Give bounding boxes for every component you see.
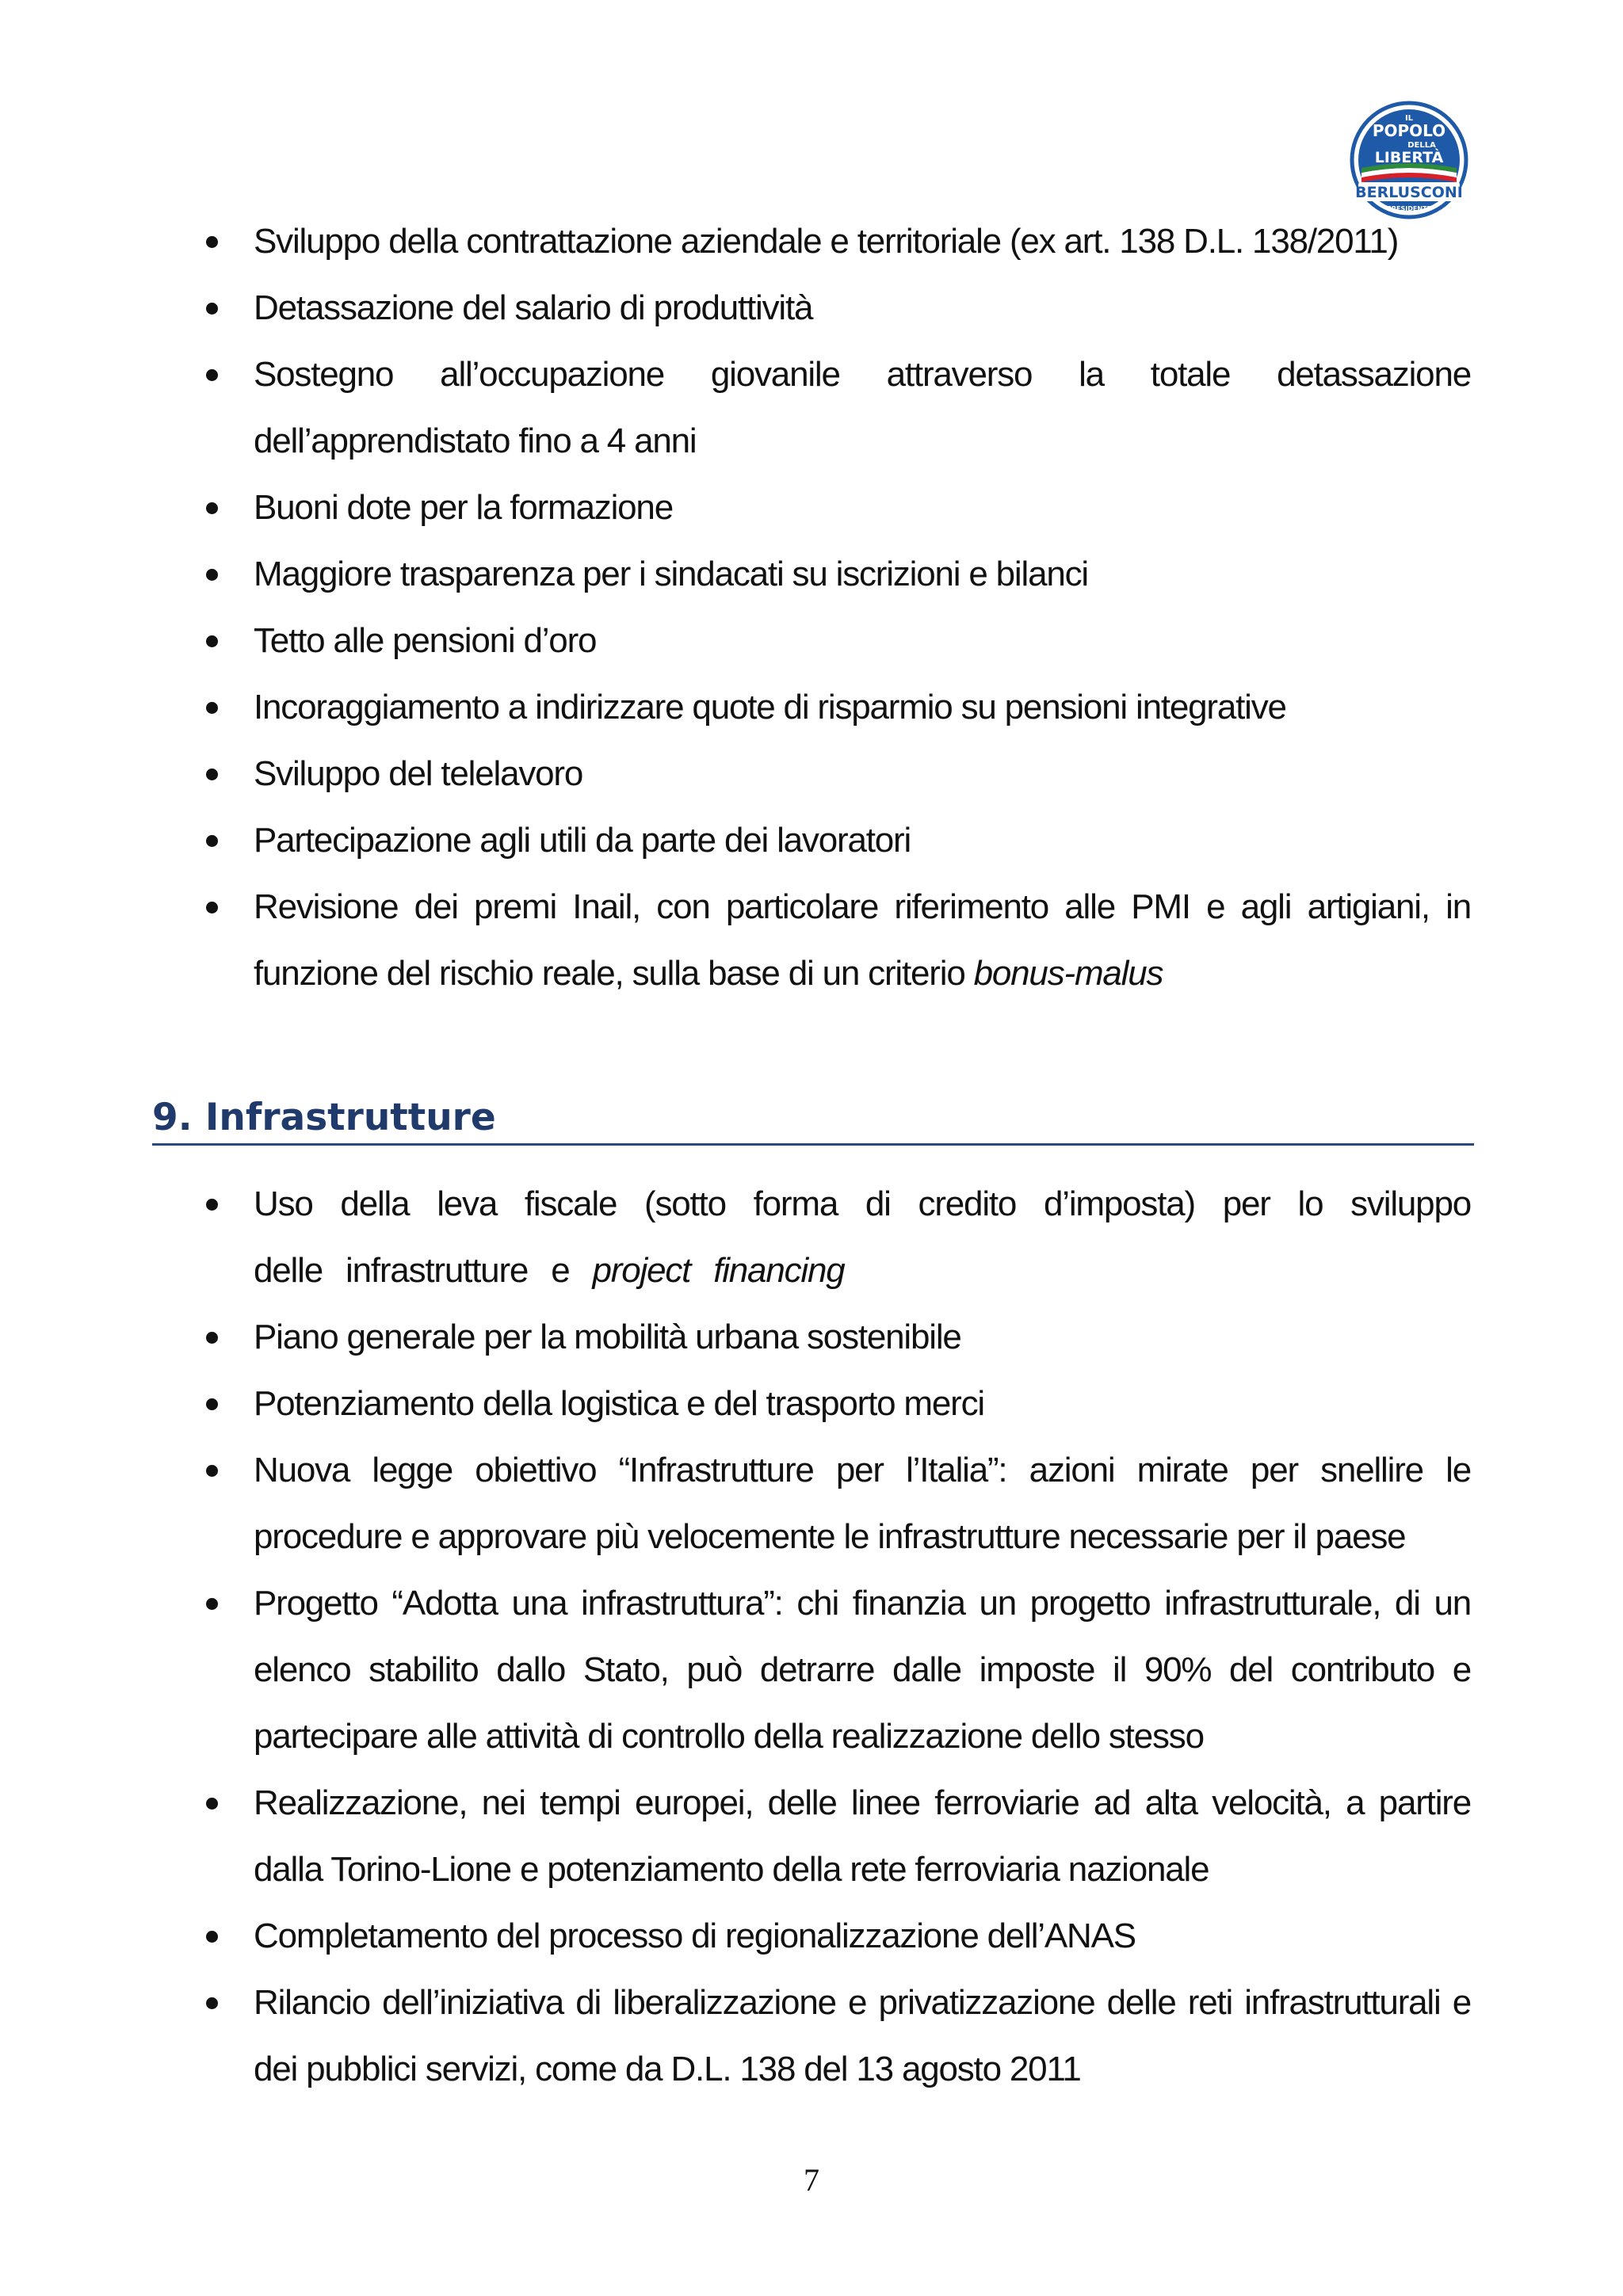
list-item: Potenziamento della logistica e del trasporto merci	[204, 1371, 1471, 1437]
list-item: Tetto alle pensioni d’oro	[204, 608, 1471, 674]
list-item: Piano generale per la mobilità urbana sostenibile	[204, 1304, 1471, 1371]
list-item: Partecipazione agli utili da parte dei lavoratori	[204, 807, 1471, 874]
list-item: Revisione dei premi Inail, con particolare riferimento alle PMI e agli artigiani, in funzione del rischio reale, sulla base di un criterio bonus-malus	[204, 874, 1471, 1007]
bullet-list-labour	[204, 208, 1471, 1007]
logo-line-5: BERLUSCONI	[1355, 184, 1463, 201]
list-item: Buoni dote per la formazione	[204, 475, 1471, 541]
bullet-list-infrastructure	[204, 1171, 1471, 2103]
list-item: Incoraggiamento a indirizzare quote di risparmio su pensioni integrative	[204, 674, 1471, 741]
logo-line-2: POPOLO	[1372, 121, 1446, 140]
logo-line-4: LIBERTÀ	[1374, 149, 1444, 166]
list-item: Uso della leva fiscale (sotto forma di credito d’imposta) per lo sviluppo delle infrastrutture e project financing	[204, 1171, 1471, 1304]
section-heading: 9. Infrastrutture	[152, 1096, 1474, 1146]
italic-term: bonus-malus	[973, 954, 1163, 993]
list-item: Progetto “Adotta una infrastruttura”: chi finanzia un progetto infrastrutturale, di un elenco stabilito dallo Stato, può detrarre dalle imposte il 90% del contributo e partecipare alle attività di controllo della realizzazione dello stesso	[204, 1570, 1471, 1770]
logo-line-1: IL	[1404, 114, 1414, 123]
logo-line-6: PRESIDENTE	[1387, 205, 1431, 212]
list-item: Sostegno all’occupazione giovanile attraverso la totale detassazione dell’apprendistato fino a 4 anni	[204, 341, 1471, 475]
list-item: Realizzazione, nei tempi europei, delle linee ferroviarie ad alta velocità, a partire dalla Torino-Lione e potenziamento della rete ferroviaria nazionale	[204, 1770, 1471, 1903]
page-number: 7	[804, 2162, 819, 2198]
party-logo	[1349, 100, 1469, 220]
list-item: Nuova legge obiettivo “Infrastrutture per l’Italia”: azioni mirate per snellire le procedure e approvare più velocemente le infrastrutture necessarie per il paese	[204, 1437, 1471, 1570]
list-item: Rilancio dell’iniziativa di liberalizzazione e privatizzazione delle reti infrastrutturali e dei pubblici servizi, come da D.L. 138 del 13 agosto 2011	[204, 1970, 1471, 2103]
list-item: Sviluppo del telelavoro	[204, 741, 1471, 807]
list-item: Completamento del processo di regionalizzazione dell’ANAS	[204, 1903, 1471, 1970]
italic-term: project financing	[592, 1251, 845, 1290]
list-item: Detassazione del salario di produttività	[204, 275, 1471, 341]
list-item: Maggiore trasparenza per i sindacati su iscrizioni e bilanci	[204, 541, 1471, 608]
list-item: Sviluppo della contrattazione aziendale e territoriale (ex art. 138 D.L. 138/2011)	[204, 208, 1471, 275]
logo-line-3: DELLA	[1407, 141, 1436, 150]
